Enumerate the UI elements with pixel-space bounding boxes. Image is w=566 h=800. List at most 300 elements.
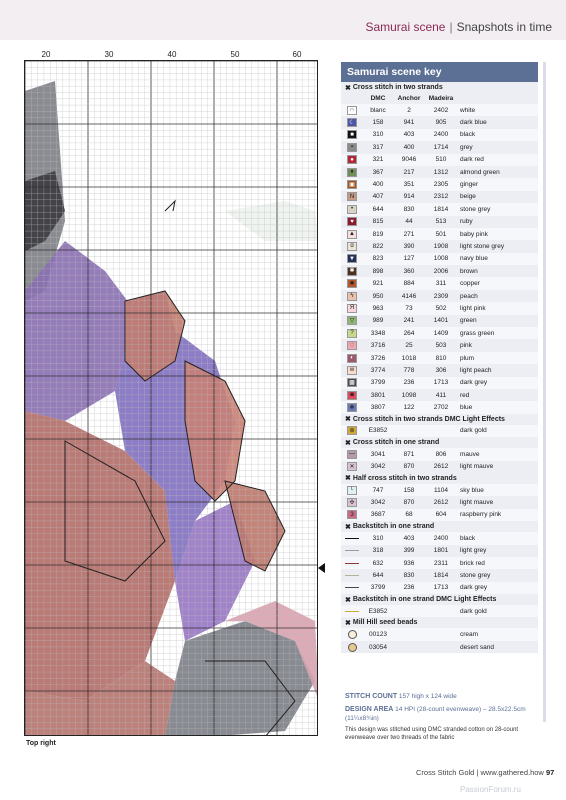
dmc-code: 632 xyxy=(372,559,384,567)
stitch-count-label: STITCH COUNT xyxy=(345,693,398,700)
anchor-code: 9046 xyxy=(401,156,417,164)
key-section-heading xyxy=(341,521,538,532)
dmc-code: 3807 xyxy=(370,404,386,412)
dmc-code: 747 xyxy=(372,486,384,494)
column-number: 40 xyxy=(167,50,177,59)
thread-name: grey xyxy=(460,143,473,151)
thread-name: stone grey xyxy=(460,571,491,579)
key-row xyxy=(341,154,538,166)
key-row xyxy=(341,425,538,437)
section-bullet-icon: ✖ xyxy=(345,619,351,627)
stitch-symbol-icon: ◙ xyxy=(347,391,357,400)
anchor-code: 830 xyxy=(403,571,415,579)
dmc-code: 898 xyxy=(372,267,384,275)
key-section-rows xyxy=(341,628,538,653)
anchor-code: 870 xyxy=(403,499,415,507)
madeira-code: 1814 xyxy=(433,571,449,579)
thread-name: copper xyxy=(460,280,480,288)
dmc-code: 3687 xyxy=(370,511,386,519)
design-note: This design was stitched using DMC stranded cotton on 28-count evenweave over two threads of the fabric xyxy=(345,727,519,742)
bead-icon xyxy=(348,643,357,652)
madeira-code: 2305 xyxy=(433,181,449,189)
madeira-code: 2311 xyxy=(434,559,448,567)
column-number: 50 xyxy=(230,50,240,59)
stitch-symbol-icon: ● xyxy=(347,155,357,164)
key-row xyxy=(341,203,538,215)
key-row xyxy=(341,228,538,240)
madeira-code: 1401 xyxy=(433,317,449,325)
key-row xyxy=(341,116,538,128)
section-heading-text: Backstitch in one strand xyxy=(352,523,435,531)
key-panel-edge xyxy=(543,62,546,722)
chart-grid xyxy=(25,61,318,736)
dmc-code: 3726 xyxy=(370,354,386,362)
thread-name: baby pink xyxy=(460,230,488,238)
madeira-code: 2400 xyxy=(433,131,449,139)
madeira-code: 2312 xyxy=(433,193,449,201)
anchor-code: 25 xyxy=(405,342,413,350)
key-row xyxy=(341,302,538,314)
key-section-heading xyxy=(341,473,538,484)
anchor-code: 914 xyxy=(403,193,415,201)
key-section-rows xyxy=(341,532,538,594)
dmc-code: blanc xyxy=(370,106,386,114)
stitch-symbol-icon: ▣ xyxy=(347,180,357,189)
center-marker-arrow xyxy=(318,563,325,573)
madeira-code: 1814 xyxy=(433,205,449,213)
thread-name: light peach xyxy=(460,366,492,374)
key-symbol-cell xyxy=(341,242,363,251)
thread-name: brown xyxy=(460,267,478,275)
dmc-code: 963 xyxy=(372,304,384,312)
stitch-symbol-icon: ♥ xyxy=(347,217,357,226)
dmc-code: E3852 xyxy=(368,427,388,435)
anchor-code: 158 xyxy=(403,486,415,494)
key-row xyxy=(341,129,538,141)
thread-name: navy blue xyxy=(460,255,488,263)
thread-name: light grey xyxy=(460,547,487,555)
anchor-code: 217 xyxy=(403,168,415,176)
key-row xyxy=(341,364,538,376)
key-symbol-cell xyxy=(341,316,363,325)
thread-name: sky blue xyxy=(460,486,484,494)
thread-name: almond green xyxy=(460,168,500,176)
key-title: Samurai scene key xyxy=(341,62,538,82)
key-row xyxy=(341,141,538,153)
dmc-code: 158 xyxy=(372,119,384,127)
madeira-code: 411 xyxy=(435,391,447,399)
anchor-code: 871 xyxy=(403,450,415,458)
key-row xyxy=(341,315,538,327)
anchor-code: 122 xyxy=(403,404,415,412)
design-area-value: 14 HPI (28-count evenweave) – 28.5x22.5cm (11¼x8¾in) xyxy=(345,705,526,722)
thread-name: grass green xyxy=(460,329,495,337)
anchor-code: 403 xyxy=(403,534,415,542)
key-section-rows xyxy=(341,104,538,414)
madeira-code: 806 xyxy=(435,450,447,458)
madeira-code: 1908 xyxy=(433,242,449,250)
stitch-symbol-icon: ▽ xyxy=(347,316,357,325)
anchor-code: 870 xyxy=(403,463,415,471)
madeira-code: 501 xyxy=(435,230,447,238)
stitch-key-panel xyxy=(341,62,538,653)
key-row xyxy=(341,377,538,389)
key-section-heading xyxy=(341,617,538,628)
dmc-code: 317 xyxy=(372,143,384,151)
thread-name: ruby xyxy=(460,218,473,226)
page-footer: Cross Stitch Gold | www.gathered.how 97 xyxy=(416,768,555,777)
key-row xyxy=(341,582,538,594)
thread-name: beige xyxy=(460,193,476,201)
key-symbol-cell xyxy=(341,630,363,639)
key-symbol-cell xyxy=(341,643,363,652)
header-title xyxy=(365,20,552,34)
madeira-code: 1713 xyxy=(433,379,449,387)
key-symbol-cell xyxy=(341,450,363,459)
thread-name: red xyxy=(460,391,470,399)
anchor-code: 941 xyxy=(403,119,415,127)
watermark: PassionForum.ru xyxy=(460,785,521,794)
madeira-code: 311 xyxy=(435,280,447,288)
thread-name: pink xyxy=(460,342,472,350)
dmc-code: 367 xyxy=(372,168,384,176)
key-row xyxy=(341,240,538,252)
anchor-code: 127 xyxy=(403,255,415,263)
design-info xyxy=(345,692,535,745)
design-area-label: DESIGN AREA xyxy=(345,705,394,713)
anchor-code: 1098 xyxy=(401,391,417,399)
key-symbol-cell xyxy=(341,217,363,226)
madeira-code: 513 xyxy=(435,218,447,226)
chart-caption: Top right xyxy=(26,740,56,747)
anchor-code: 271 xyxy=(403,230,415,238)
stitch-symbol-icon: ⊛ xyxy=(347,426,357,435)
anchor-code: 403 xyxy=(403,131,415,139)
key-column-headers xyxy=(341,93,538,104)
madeira-code: 510 xyxy=(435,156,447,164)
dmc-code: 400 xyxy=(372,181,384,189)
madeira-code: 2006 xyxy=(433,267,449,275)
key-row xyxy=(341,253,538,265)
column-number: 30 xyxy=(104,50,114,59)
key-row xyxy=(341,557,538,569)
thread-name: light stone grey xyxy=(460,242,505,250)
stitch-symbol-icon: ◐ xyxy=(347,354,357,363)
madeira-code: 502 xyxy=(435,304,447,312)
dmc-code: 407 xyxy=(372,193,384,201)
anchor-code: 264 xyxy=(403,329,415,337)
section-heading-text: Cross stitch in one strand xyxy=(352,439,440,447)
dmc-code: 3041 xyxy=(370,450,386,458)
chart-column-numbers xyxy=(24,50,318,60)
thread-name: light pink xyxy=(460,304,486,312)
dmc-code: 310 xyxy=(372,534,384,542)
madeira-code: 2309 xyxy=(433,292,449,300)
dmc-code: 644 xyxy=(372,571,384,579)
backstitch-line-icon xyxy=(345,538,359,539)
stitch-count-value: 157 high x 124 wide xyxy=(398,693,457,700)
stitch-symbol-icon: ? xyxy=(347,329,357,338)
stitch-symbol-icon: ✸ xyxy=(347,279,357,288)
key-symbol-cell xyxy=(341,118,363,127)
stitch-symbol-icon: ▩ xyxy=(347,378,357,387)
stitch-symbol-icon: ■ xyxy=(347,130,357,139)
dmc-code: 00123 xyxy=(368,631,388,639)
key-section-heading xyxy=(341,437,538,448)
key-row xyxy=(341,327,538,339)
stitch-symbol-icon: ▼ xyxy=(347,254,357,263)
stitch-symbol-icon: ✕ xyxy=(347,462,357,471)
thread-name: dark grey xyxy=(460,379,488,387)
thread-name: black xyxy=(460,131,476,139)
key-symbol-cell xyxy=(341,292,363,301)
anchor-code: 2 xyxy=(407,106,411,114)
stitch-symbol-icon: ▲ xyxy=(347,230,357,239)
stitch-symbol-icon: N xyxy=(347,192,357,201)
madeira-code: 1008 xyxy=(433,255,449,263)
key-symbol-cell xyxy=(341,168,363,177)
header-separator: | xyxy=(449,20,453,34)
anchor-code: 360 xyxy=(403,267,415,275)
stitch-symbol-icon: — xyxy=(349,451,355,458)
key-body xyxy=(341,82,538,653)
backstitch-line-icon xyxy=(345,575,359,576)
thread-name: green xyxy=(460,317,477,325)
key-symbol-cell xyxy=(341,354,363,363)
thread-name: white xyxy=(460,106,476,114)
thread-name: ginger xyxy=(460,181,479,189)
key-symbol-cell xyxy=(341,550,363,551)
anchor-code: 241 xyxy=(403,317,415,325)
key-row xyxy=(341,545,538,557)
key-row xyxy=(341,532,538,544)
stitch-symbol-icon: w xyxy=(347,366,357,375)
stitch-symbol-icon: ᴸ xyxy=(347,486,357,495)
madeira-code: 810 xyxy=(435,354,447,362)
column-number: 20 xyxy=(41,50,51,59)
key-symbol-cell xyxy=(341,192,363,201)
key-symbol-cell xyxy=(341,403,363,412)
magazine-url: www.gathered.how xyxy=(480,768,544,777)
madeira-code: 1714 xyxy=(433,143,449,151)
dmc-code: 03054 xyxy=(368,643,388,651)
key-row xyxy=(341,166,538,178)
magazine-name: Cross Stitch Gold xyxy=(416,768,475,777)
dmc-code: 3042 xyxy=(370,463,386,471)
key-row xyxy=(341,401,538,413)
key-symbol-cell xyxy=(341,230,363,239)
key-symbol-cell xyxy=(341,279,363,288)
page-number: 97 xyxy=(545,768,555,777)
thread-name: dark gold xyxy=(460,427,487,435)
key-section-heading xyxy=(341,414,538,425)
anchor-code: 884 xyxy=(403,280,415,288)
thread-name: light mauve xyxy=(460,499,494,507)
madeira-code: 1409 xyxy=(433,329,449,337)
bead-icon xyxy=(348,630,357,639)
dmc-code: 823 xyxy=(372,255,384,263)
madeira-code: 2400 xyxy=(433,534,449,542)
stitch-symbol-icon: • xyxy=(347,205,357,214)
key-row xyxy=(341,496,538,508)
stitch-symbol-icon: ♡ xyxy=(347,341,357,350)
key-symbol-cell xyxy=(341,538,363,539)
stitch-symbol-icon: ✣ xyxy=(347,498,357,507)
section-heading-text: Backstitch in one strand DMC Light Effects xyxy=(352,596,497,604)
key-symbol-cell xyxy=(341,575,363,576)
dmc-code: 3799 xyxy=(370,584,386,592)
dmc-code: E3852 xyxy=(368,607,388,615)
key-symbol-cell xyxy=(341,205,363,214)
key-symbol-cell xyxy=(341,611,363,612)
key-section-rows xyxy=(341,425,538,437)
stitch-symbol-icon: 3 xyxy=(347,510,357,519)
stitch-symbol-icon: ♦ xyxy=(347,168,357,177)
anchor-code: 778 xyxy=(403,366,415,374)
backstitch-line-icon xyxy=(345,563,359,564)
dmc-code: 321 xyxy=(372,156,384,164)
key-row xyxy=(341,628,538,640)
key-symbol-cell xyxy=(341,130,363,139)
stitch-symbol-icon: ɑ xyxy=(347,242,357,251)
anchor-code: 236 xyxy=(403,584,415,592)
key-row xyxy=(341,178,538,190)
key-symbol-cell xyxy=(341,587,363,588)
stitch-symbol-icon: ✱ xyxy=(347,267,357,276)
column-anchor: Anchor xyxy=(397,95,421,102)
key-symbol-cell xyxy=(341,155,363,164)
madeira-code: 1713 xyxy=(433,584,449,592)
key-symbol-cell xyxy=(341,391,363,400)
pattern-region xyxy=(225,201,318,241)
key-section-rows xyxy=(341,484,538,521)
anchor-code: 399 xyxy=(403,547,415,555)
section-heading-text: Cross stitch in two strands DMC Light Effects xyxy=(352,415,505,423)
thread-name: raspberry pink xyxy=(460,511,502,519)
dmc-code: 822 xyxy=(372,242,384,250)
key-symbol-cell xyxy=(341,180,363,189)
madeira-code: 2612 xyxy=(433,463,449,471)
stitch-symbol-icon: Я xyxy=(347,304,357,313)
key-symbol-cell xyxy=(341,486,363,495)
anchor-code: 44 xyxy=(405,218,413,226)
anchor-code: 236 xyxy=(403,379,415,387)
key-symbol-cell xyxy=(341,143,363,152)
dmc-code: 921 xyxy=(372,280,384,288)
madeira-code: 2402 xyxy=(433,106,449,114)
dmc-code: 989 xyxy=(372,317,384,325)
stitch-symbol-icon: ϟ xyxy=(347,292,357,301)
section-bullet-icon: ✖ xyxy=(345,416,351,424)
dmc-code: 3716 xyxy=(370,342,386,350)
thread-name: dark gold xyxy=(460,607,487,615)
key-symbol-cell xyxy=(341,563,363,564)
key-row xyxy=(341,569,538,581)
backstitch-line-icon xyxy=(345,611,359,612)
dmc-code: 644 xyxy=(372,205,384,213)
section-bullet-icon: ✖ xyxy=(345,439,351,447)
thread-name: desert sand xyxy=(460,643,494,651)
key-symbol-cell xyxy=(341,378,363,387)
key-row xyxy=(341,461,538,473)
thread-name: cream xyxy=(460,631,479,639)
anchor-code: 68 xyxy=(405,511,413,519)
column-madeira: Madeira xyxy=(428,95,454,102)
key-row xyxy=(341,290,538,302)
madeira-code: 604 xyxy=(435,511,447,519)
key-row xyxy=(341,389,538,401)
key-symbol-cell xyxy=(341,329,363,338)
thread-name: mauve xyxy=(460,450,480,458)
key-row xyxy=(341,509,538,521)
madeira-code: 1104 xyxy=(434,486,448,494)
stitch-symbol-icon: ▪ xyxy=(347,143,357,152)
section-bullet-icon: ✖ xyxy=(345,475,351,483)
dmc-code: 819 xyxy=(372,230,384,238)
key-row xyxy=(341,448,538,460)
key-symbol-cell xyxy=(341,341,363,350)
dmc-code: 950 xyxy=(372,292,384,300)
anchor-code: 4146 xyxy=(401,292,417,300)
thread-name: plum xyxy=(460,354,475,362)
stitch-symbol-icon: ❖ xyxy=(347,403,357,412)
key-symbol-cell xyxy=(341,267,363,276)
section-bullet-icon: ✖ xyxy=(345,596,351,604)
column-number: 60 xyxy=(292,50,302,59)
thread-name: black xyxy=(460,534,476,542)
section-name: Samurai scene xyxy=(365,20,446,34)
madeira-code: 2612 xyxy=(433,499,449,507)
madeira-code: 306 xyxy=(435,366,447,374)
anchor-code: 351 xyxy=(403,181,415,189)
key-symbol-cell xyxy=(341,426,363,435)
key-symbol-cell xyxy=(341,510,363,519)
thread-name: brick red xyxy=(460,559,485,567)
key-row xyxy=(341,277,538,289)
key-row xyxy=(341,641,538,653)
key-row xyxy=(341,484,538,496)
section-bullet-icon: ✖ xyxy=(345,523,351,531)
section-subtitle: Snapshots in time xyxy=(456,20,552,34)
key-symbol-cell xyxy=(341,366,363,375)
madeira-code: 2702 xyxy=(433,404,449,412)
key-row xyxy=(341,265,538,277)
dmc-code: 3348 xyxy=(370,329,386,337)
key-section-rows xyxy=(341,605,538,617)
anchor-code: 400 xyxy=(403,143,415,151)
key-symbol-cell xyxy=(341,462,363,471)
key-section-rows xyxy=(341,448,538,473)
key-symbol-cell xyxy=(341,498,363,507)
anchor-code: 936 xyxy=(403,559,415,567)
section-bullet-icon: ✖ xyxy=(345,84,351,92)
key-symbol-cell xyxy=(341,106,363,115)
backstitch-line-icon xyxy=(345,587,359,588)
thread-name: light mauve xyxy=(460,463,494,471)
madeira-code: 905 xyxy=(435,119,447,127)
cross-stitch-chart xyxy=(24,60,318,736)
column-dmc: DMC xyxy=(370,95,386,102)
thread-name: blue xyxy=(460,404,473,412)
stitch-symbol-icon: ☾ xyxy=(347,118,357,127)
key-symbol-cell xyxy=(341,254,363,263)
madeira-code: 503 xyxy=(435,342,447,350)
key-row xyxy=(341,216,538,228)
thread-name: peach xyxy=(460,292,478,300)
key-row xyxy=(341,352,538,364)
dmc-code: 318 xyxy=(372,547,384,555)
dmc-code: 3801 xyxy=(370,391,386,399)
